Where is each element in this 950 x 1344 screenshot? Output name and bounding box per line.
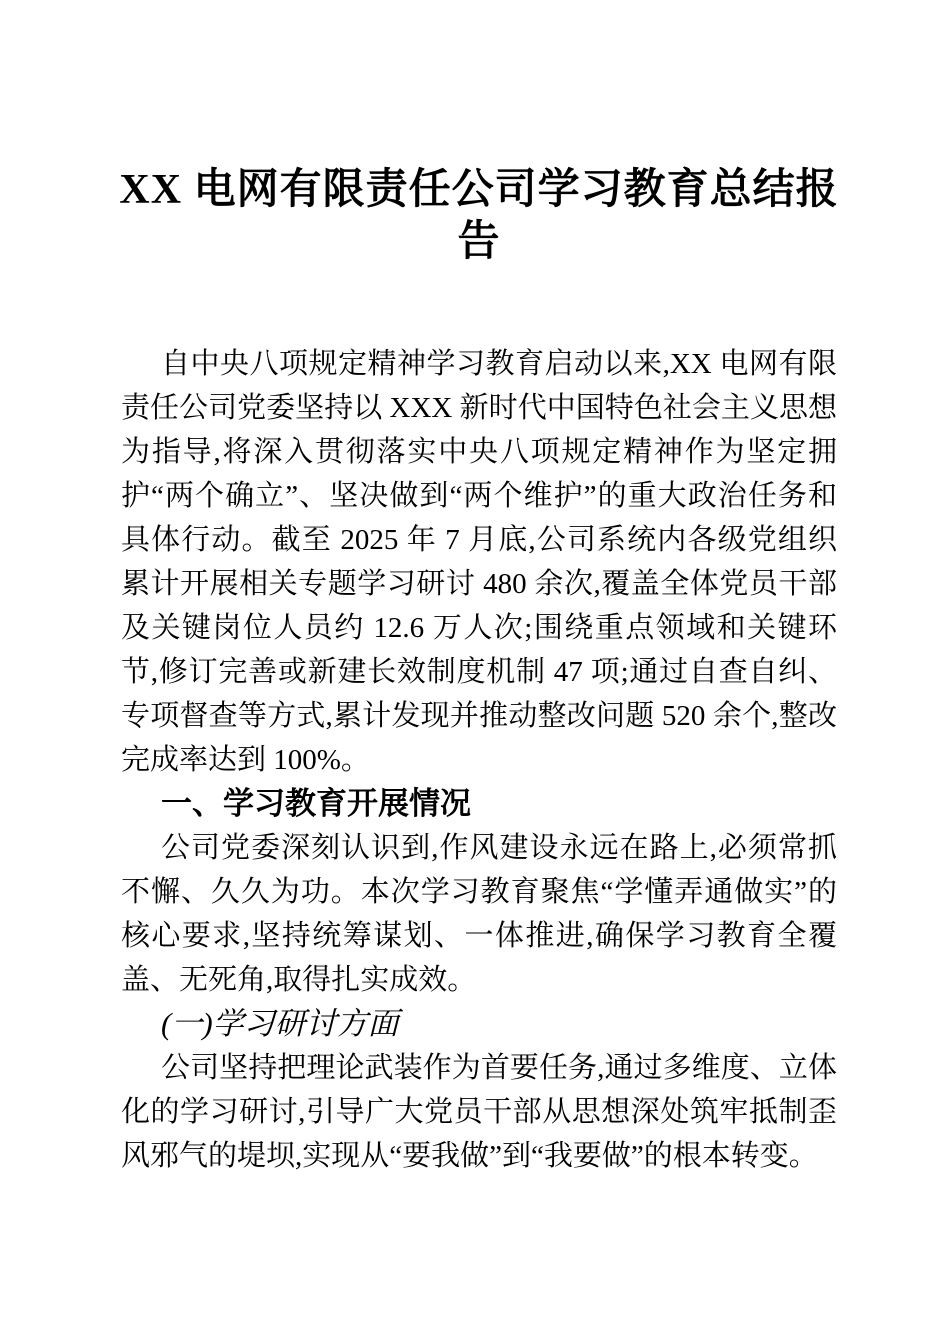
section-heading-1: 一、学习教育开展情况 (161, 786, 471, 821)
subsection-heading-1-1: (一)学习研讨方面 (161, 1006, 399, 1041)
paragraph-section-1-overview: 公司党委深刻认识到,作风建设永远在路上,必须常抓不懈、久久为功。本次学习教育聚焦“学懂弄通做实”的核心要求,坚持统筹谋划、一体推进,确保学习教育全覆盖、无死角,取得扎实成效。 (121, 832, 837, 996)
document-body (121, 342, 837, 1178)
paragraph-subsection-1-1: 公司坚持把理论武装作为首要任务,通过多维度、立体化的学习研讨,引导广大党员干部从思想深处筑牢抵制歪风邪气的堤坝,实现从“要我做”到“我要做”的根本转变。 (121, 1052, 837, 1172)
paragraph-intro-summary: 自中央八项规定精神学习教育启动以来,XX 电网有限责任公司党委坚持以 XXX 新时代中国特色社会主义思想为指导,将深入贯彻落实中央八项规定精神作为坚定拥护“两个确立”、坚决做到“两个维护”的重大政治任务和具体行动。截至 2025 年 7 月底,公司系统内各级党组织累计开展相关专题学习研讨 480 余次,覆盖全体党员干部及关键岗位人员约 12.6 万人次;围绕重点领域和关键环节,修订完善或新建长效制度机制 47 项;通过自查自纠、专项督查等方式,累计发现并推动整改问题 520 余个,整改完成率达到 100%。 (121, 348, 837, 776)
document-title: XX 电网有限责任公司学习教育总结报告 (119, 167, 839, 265)
